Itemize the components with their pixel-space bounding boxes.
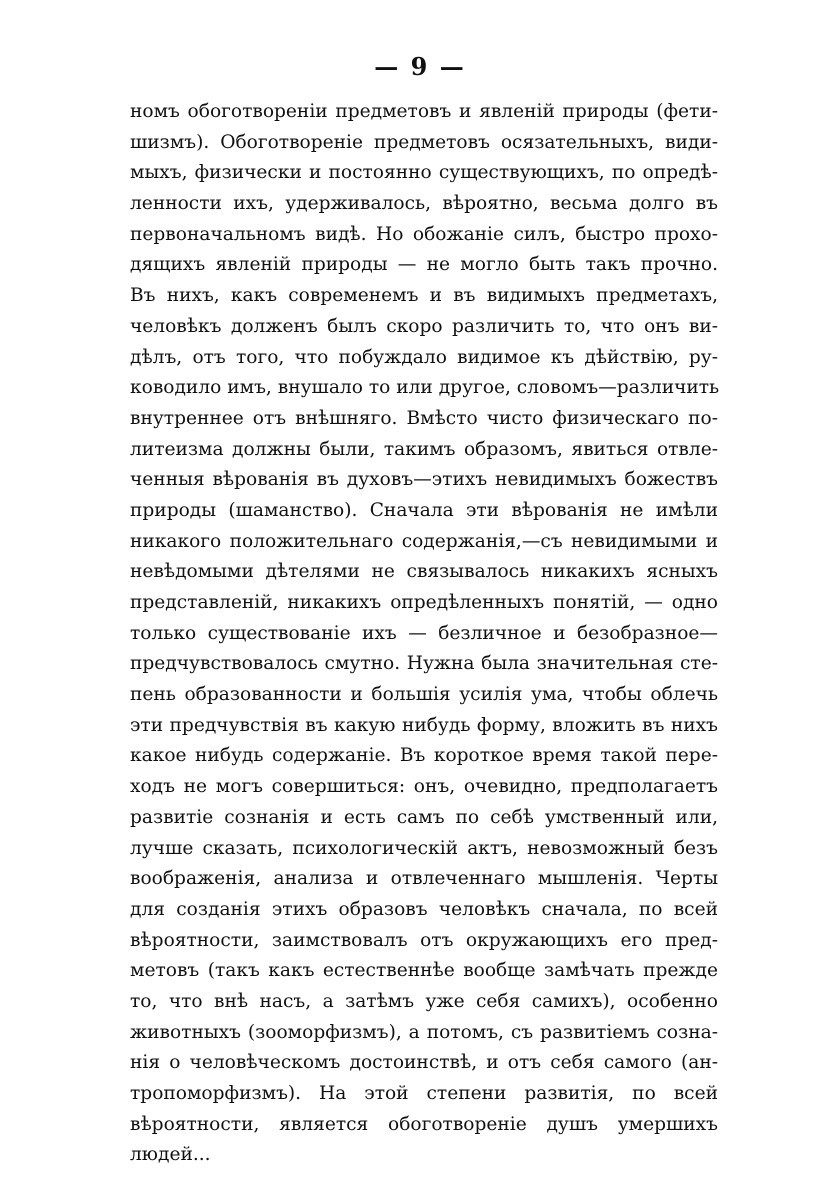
text-line: ководило имъ, внушало то или другое, словомъ—различить bbox=[130, 377, 720, 399]
text-line: какое нибудь содержаніе. Въ короткое время такой пере- bbox=[130, 745, 718, 767]
text-line: никакого положительнаго содержанія,—съ невидимыми и bbox=[130, 530, 718, 552]
text-line: внутреннее отъ внѣшняго. Вмѣсто чисто физическаго по- bbox=[130, 407, 718, 429]
text-line: для созданія этихъ образовъ человѣкъ сначала, по всей bbox=[130, 898, 718, 920]
text-line: шизмъ). Обоготвореніе предметовъ осязательныхъ, види- bbox=[130, 131, 718, 153]
text-line: человѣкъ долженъ былъ скоро различить то, что онъ ви- bbox=[130, 315, 718, 337]
text-line: предчувствовалось смутно. Нужна была значительная сте- bbox=[130, 653, 718, 675]
page-number: — 9 — bbox=[374, 52, 466, 81]
text-line: только существованіе ихъ — безличное и безобразное— bbox=[130, 622, 718, 644]
text-line: метовъ (такъ какъ естественнѣе вообще замѣчать прежде bbox=[130, 960, 718, 982]
text-line: вѣроятности, является обоготвореніе душъ умершихъ bbox=[130, 1113, 718, 1135]
text-line: тропоморфизмъ). На этой степени развитія, по всей bbox=[130, 1083, 718, 1104]
text-line: ченныя вѣрованія въ духовъ—этихъ невидимыхъ божествъ bbox=[130, 469, 718, 491]
text-line: Въ нихъ, какъ современемъ и въ видимыхъ предметахъ, bbox=[130, 285, 718, 307]
text-line: ходъ не могъ совершиться: онъ, очевидно, предполагаетъ bbox=[130, 776, 718, 798]
text-line: нія о человѣческомъ достоинствѣ, и отъ себя самого (ан- bbox=[130, 1052, 718, 1074]
text-line: развитіе сознанія и есть самъ по себѣ умственный или, bbox=[130, 806, 718, 828]
text-line: дящихъ явленій природы — не могло быть такъ прочно. bbox=[130, 254, 718, 276]
text-line: невѣдомыми дѣтелями не связывалось никакихъ ясныхъ bbox=[130, 561, 718, 583]
text-line: номъ обоготвореніи предметовъ и явленій природы (фети- bbox=[130, 101, 718, 122]
text-line: пень образованности и большія усилія ума, чтобы облечь bbox=[130, 684, 718, 706]
text-line: вѣроятности, заимствовалъ отъ окружающихъ его пред- bbox=[130, 929, 718, 951]
text-line: воображенія, анализа и отвлеченнаго мышленія. Черты bbox=[130, 868, 718, 890]
text-line: ленности ихъ, удерживалось, вѣроятно, весьма долго въ bbox=[130, 193, 718, 215]
text-line: представленій, никакихъ опредѣленныхъ понятій, — одно bbox=[130, 592, 718, 613]
text-line: дѣлъ, отъ того, что побуждало видимое къ дѣйствію, ру- bbox=[130, 346, 718, 368]
text-line: людей... bbox=[130, 1144, 211, 1166]
text-line: лучше сказать, психологическій актъ, невозможный безъ bbox=[130, 837, 718, 859]
text-line: литеизма должны были, такимъ образомъ, явиться отвле- bbox=[130, 438, 718, 460]
text-line: то, что внѣ насъ, а затѣмъ уже себя самихъ), особенно bbox=[130, 990, 718, 1012]
text-line: эти предчувствія въ какую нибудь форму, вложить въ нихъ bbox=[130, 714, 718, 736]
body-text bbox=[130, 97, 718, 1171]
text-line: первоначальномъ видѣ. Но обожаніе силъ, быстро прохо- bbox=[130, 223, 718, 245]
text-line: природы (шаманство). Сначала эти вѣрованія не имѣли bbox=[130, 499, 718, 521]
text-line: животныхъ (зооморфизмъ), а потомъ, съ развитіемъ созна- bbox=[130, 1021, 718, 1043]
text-line: мыхъ, физически и постоянно существующихъ, по опредѣ- bbox=[130, 162, 718, 184]
